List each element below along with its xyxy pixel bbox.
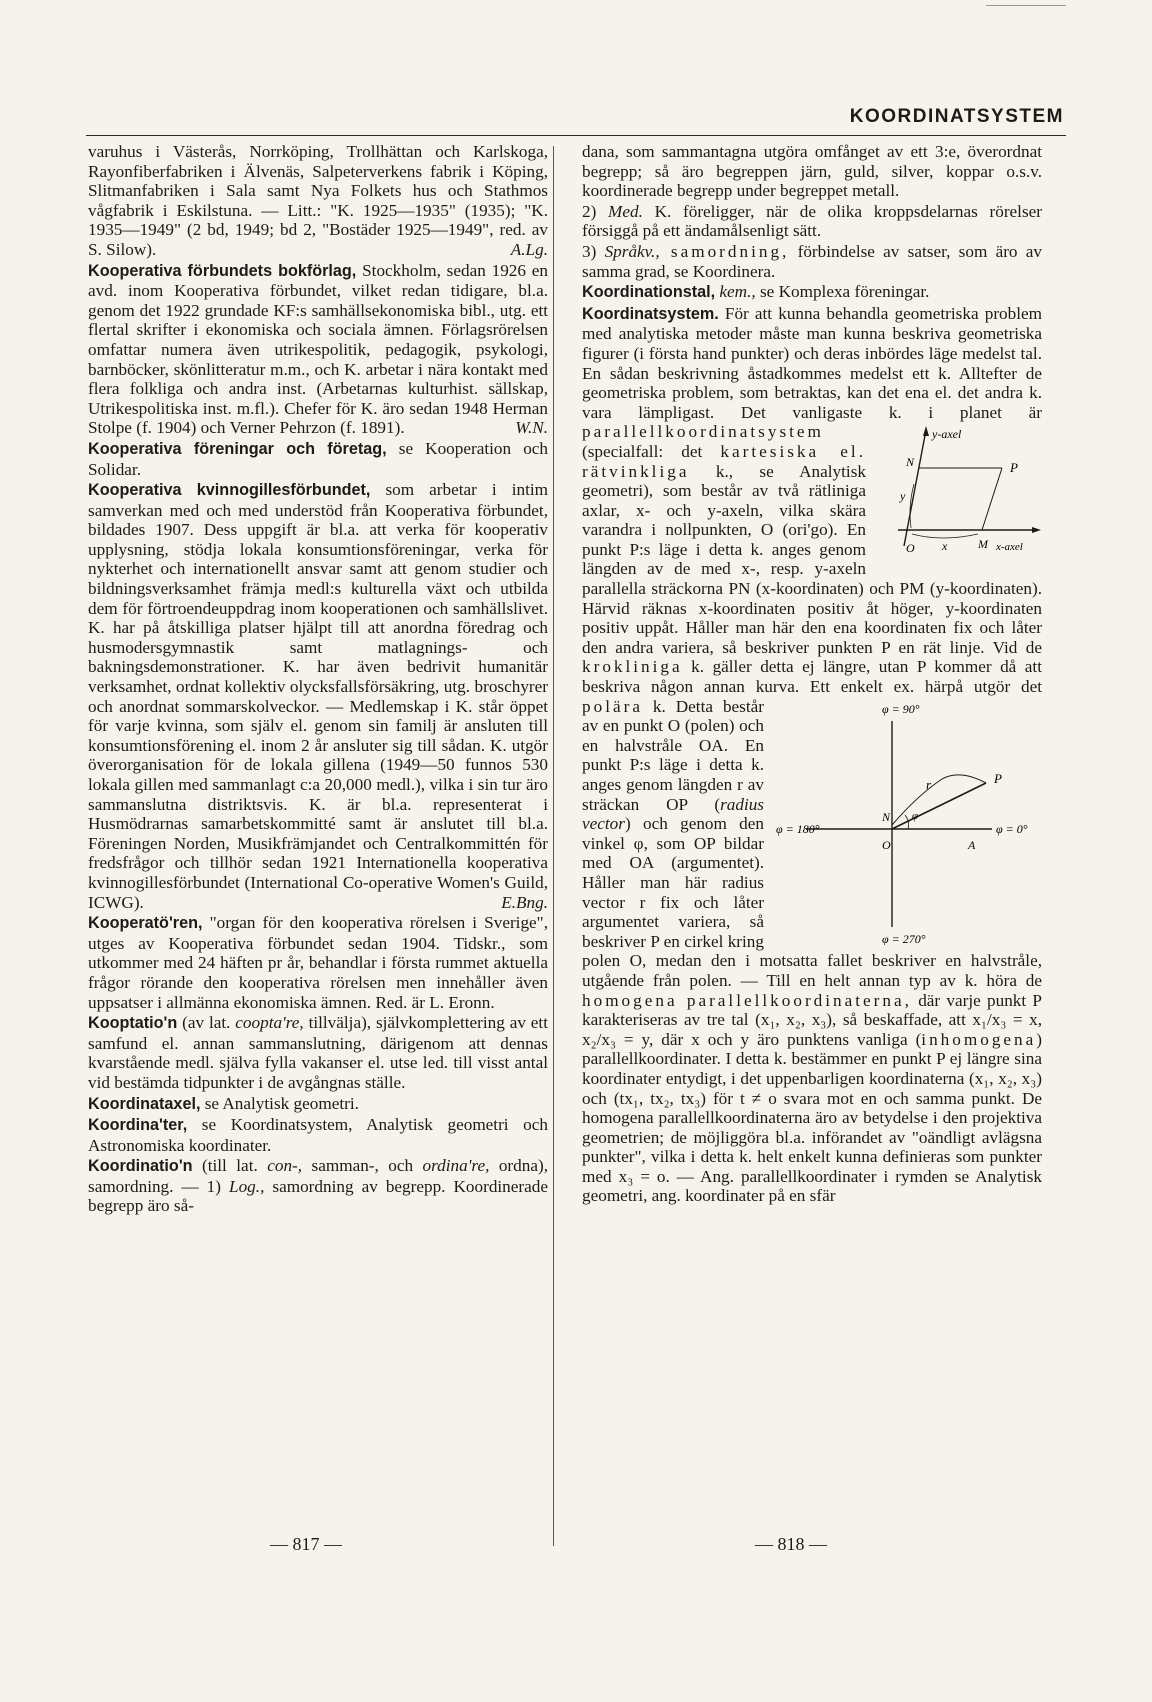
point-p-label: P (1010, 460, 1018, 476)
headword: Kooperativa föreningar och företag, (88, 439, 387, 458)
polar-diagram (772, 699, 1042, 945)
y-axis-line (904, 430, 926, 546)
paragraph-med: 2) Med. K. föreligger, när de olika kroppsdelarnas rörelser försiggå på ett ändamålsenligt sätt. (582, 201, 1042, 241)
point-a-label: A (968, 837, 976, 852)
page-number-left: — 817 — (270, 1534, 342, 1554)
coord-y-label: y (900, 489, 906, 504)
point-n-label: N (906, 455, 915, 470)
polar-figure (772, 699, 1042, 950)
entry-koordinatsystem: Koordinatsystem. För att kunna behandla geometriska problem med analytiska metoder måste man kunna beskriva geometriska figurer (i första hand punkter) och deras inbördes läge medelst tal. En sådan beskrivning åstadkommes medelst ett k. Alltefter de geometriska problem, som betraktas, kan det ena el. det andra k. vara lämpligast. Det vanligaste k. i planet är y-axel P N y O x M x-axel parallellkoordinatsystem (specialfall: det kartesiska el. rätvinkliga k., se Analytisk geometri), som består av två rätliniga axlar, x- och y-axeln, vilka skära varandra i nollpunkten, O (ori'go). En punkt P:s läge i detta k. anges genom längden av de med x-, resp. y-axeln parallella sträckorna PN (x-koordinaten) och PM (y-koordinaten). Härvid räknas x-koordinaten positiv åt höger, y-koordinaten positiv uppåt. Håller man här den ena koordinaten fix och låter den andra variera, så beskriver punkten P en rät linje. Vid de krokliniga k. gäller detta ej längre, utan P kommer då att beskriva någon annan kurva. Ett enkelt ex. härpå utgör det φ = 90° φ = 180° φ = 0° φ = 270° P r φ N O A polära k. Detta består av en punkt O (polen) och en halvstråle OA. En punkt P:s läge i detta k. anges genom längden r av sträckan OP (radius vector) och genom den vinkel φ, som OP bildar med OA (argumentet). Håller man här radius vector r fix och låter argumentet variera, så beskriver P en cirkel kring polen O, medan den i motsatta fallet beskriver en halvstråle, utgående från polen. — Till en helt annan typ av k. höra de homogena parallellkoordinaterna, där varje punkt P karakteriseras av tre tal (x₁, x₂, x₃), så beskaffade, att x₁/x₃ = x, x₂/x₃ = y, där x och y äro punktens vanliga (inhomogena) parallellkoordinater. I detta k. bestämmer en punkt P ej längre sina koordinater entydigt, i det uppenbarligen koordinaterna (x₁, x₂, x₃) och (tx₁, tx₂, tx₃) för t ≠ o svara mot en och samma punkt. De homogena parallellkoordinaterna äro av betydelse i den projektiva geometrien; de möjliggöra bl.a. införandet av "oändligt avlägsna punkter", vilka i detta k. helt enkelt kunna definieras som punkter med x₃ = o. — Ang. parallellkoordinater i rymden se Analytisk geometri, ang. koordinater på en sfär (582, 303, 1042, 1206)
column-divider (553, 146, 554, 1546)
headword: Kooperativa förbundets bokförlag, (88, 261, 357, 280)
phi-90-label: φ = 90° (882, 701, 920, 716)
cartesian-figure (874, 424, 1042, 567)
headword: Koordinataxel, (88, 1094, 201, 1113)
radius-line (892, 783, 986, 829)
y-axis-label: y-axel (932, 427, 962, 442)
headword: Kooperativa kvinnogillesförbundet, (88, 481, 371, 500)
entry-koordination: Koordinatio'n (till lat. con-, samman-, och ordina're, ordna), samordning. — 1) Log., samordning av begrepp. Koordinerade begrepp äro så- (88, 1156, 548, 1216)
headword: Koordina'ter, (88, 1116, 188, 1135)
x-axis-label: x-axel (996, 541, 1023, 554)
y-axis-arrow (923, 426, 929, 436)
top-edge-line (986, 5, 1066, 6)
headword: Koordinatsystem. (582, 304, 719, 323)
pm-line (982, 468, 1002, 530)
phi-0-label: φ = 0° (996, 821, 1028, 836)
angle-label: φ (912, 809, 919, 822)
right-column (582, 142, 1042, 1207)
headword: Kooptatio'n (88, 1014, 178, 1033)
paragraph-varuhus: varuhus i Västerås, Norrköping, Trollhättan och Karlskoga, Rayonfiberfabriken i Älvenäs, Salpeterverkens fabrik i Köping, Slitmanfabriken i Sala samt Nya Folkets hus och Stathmos vågfabrik i Eskilstuna. — Litt.: "K. 1925—1935" (1935); "K. 1935—1949" (2 bd, 1949; bd 2, "Bostäder 1925—1949", red. av S. Silow). A.Lg. (88, 142, 548, 259)
koordinatsystem-text-a: För att kunna behandla geometriska problem med analytiska metoder måste man kunna beskriva geometriska figurer (i första hand punkter) och deras inbördes läge medelst tal. En sådan beskrivning åstadkommes medelst ett k. Alltefter de geometriska problem, som betraktas, kan det ena el. det andra k. vara lämpligast. Det vanligaste k. i planet är (582, 303, 1042, 422)
signature: E.Bng. (501, 892, 548, 912)
entry-koordinataxel: Koordinataxel, se Analytisk geometri. (88, 1093, 359, 1113)
radius-curve (892, 774, 986, 824)
headword: Kooperatö'ren, (88, 914, 203, 933)
point-n-label: N (882, 809, 891, 824)
point-p-label: P (994, 770, 1002, 786)
headword: Koordinatio'n (88, 1157, 193, 1176)
paragraph-begrepp: dana, som sammantagna utgöra omfånget av ett 3:e, överordnat begrepp; så äro begreppen järn, guld, silver, koppar o.s.v. koordinerade begrepp under begreppet metall. (582, 142, 1042, 201)
header-rule (86, 135, 1066, 136)
left-column (88, 142, 548, 1217)
entry-koordinater: Koordina'ter, se Koordinatsystem, Analytisk geometri och Astronomiska koordinater. (88, 1115, 548, 1155)
point-m-label: M (978, 537, 988, 552)
paragraph-sprakv: 3) Språkv., samordning, förbindelse av satser, som äro av samma grad, se Koordinera. (582, 241, 1042, 281)
radius-label: r (926, 776, 932, 792)
entry-kooptation: Kooptatio'n (av lat. coopta're, tillvälja), självkomplettering av ett samfund el. annan sammanslutning, därigenom att dennas kvarstående medl. själva fylla vakanser el. utse led. till visst antal vid bestämda tidpunkter i de avgångnas ställe. (88, 1013, 548, 1092)
x-axis-arrow (1032, 527, 1041, 533)
cartesian-diagram (874, 424, 1042, 562)
entry-foreningar: Kooperativa föreningar och företag, se Kooperation och Solidar. (88, 438, 549, 479)
headword: Koordinationstal, (582, 283, 716, 302)
origin-label: O (882, 837, 891, 852)
phi-180-label: φ = 180° (776, 821, 820, 836)
running-head: KOORDINATSYSTEM (849, 106, 1064, 127)
signature: W.N. (515, 418, 548, 438)
phi-270-label: φ = 270° (882, 931, 926, 945)
origin-label: O (906, 541, 915, 556)
entry-koordinationstal: Koordinationstal, kem., se Komplexa föreningar. (582, 282, 930, 302)
x-brace (912, 534, 978, 538)
page-number-right: — 818 — (755, 1534, 827, 1554)
entry-kooperatoren: Kooperatö'ren, "organ för den kooperativa rörelsen i Sverige", utges av Kooperativa förbundet sedan 1904. Tidskr., som utkommer med 24 häften pr år, behandlar i första rummet aktuella frågor rörande den kooperativa rörelsen men innehåller även uppsatser i allmänna ekonomiska ämnen. Red. är L. Eronn. (88, 913, 548, 1012)
coord-x-label: x (942, 539, 948, 554)
signature: A.Lg. (510, 239, 548, 259)
entry-bokforlag: Kooperativa förbundets bokförlag, Stockholm, sedan 1926 en avd. inom Kooperativa förbundet, vilket redan tidigare, bl.a. genom det 1922 grundade KF:s samhällsekonomiska bibl., utg. ett flertal skrifter i ekonomiska och sociala ämnen. Förlagsrörelsen omfattar numera även utrikespolitik, pedagogik, psykologi, barnböcker, skönlitteratur m.m., och K. arbetar i nära kontakt med flera folkliga och andra inst. (Arbetarnas kulturhist. sällskap, Utrikespolitiska inst. m.fl.). Chefer för K. äro sedan 1948 Herman Stolpe (f. 1904) och Verner Pehrzon (f. 1891). W.N. (88, 260, 548, 438)
entry-kvinnogillesforbundet: Kooperativa kvinnogillesförbundet, som arbetar i intim samverkan med och med understöd från Kooperativa förbundet, bildades 1907. Dess uppgift är bl.a. att verka för kooperativ upplysning, stödja lokala konsumtionsföreningar, verka för nykterhet och internationellt ansvar samt att genom studier och bildningsverksamhet främja medl:s kulturella växt och utbilda dem för förtroendeuppdrag inom kooperationen och samhällslivet. K. har på åtskilliga platser hjälpt till att anordna föredrag och husmodersgymnastik samt matlagnings- och bakningsdemonstrationer. K. har även bedrivit humanitär verksamhet, ordnat kollektiv olycksfallsförsäkring, utg. broschyrer och anordnat sommarskolveckor. — Medlemskap i K. står öppet för varje kvinna, som själv el. genom sin familj är ansluten till konsumtionsförening el. inom 2 år ansluter sig till sådan. K. utgör överorganisation för de lokala gillena (1949—50 funnos 530 lokala gillen med sammanlagt c:a 20,000 medl.), vilka i sin tur äro sammanslutna distriktsvis. K. är bl.a. representerat i Husmödrarnas samarbetskommitté samt är anslutet till bl.a. Föreningen Norden, Musikfrämjandet och Centralkommittén för fredsfrågor och tillhör sedan 1921 Internationella kooperativa kvinnogillesförbundet (International Co-operative Women's Guild, ICWG). E.Bng. (88, 480, 549, 912)
